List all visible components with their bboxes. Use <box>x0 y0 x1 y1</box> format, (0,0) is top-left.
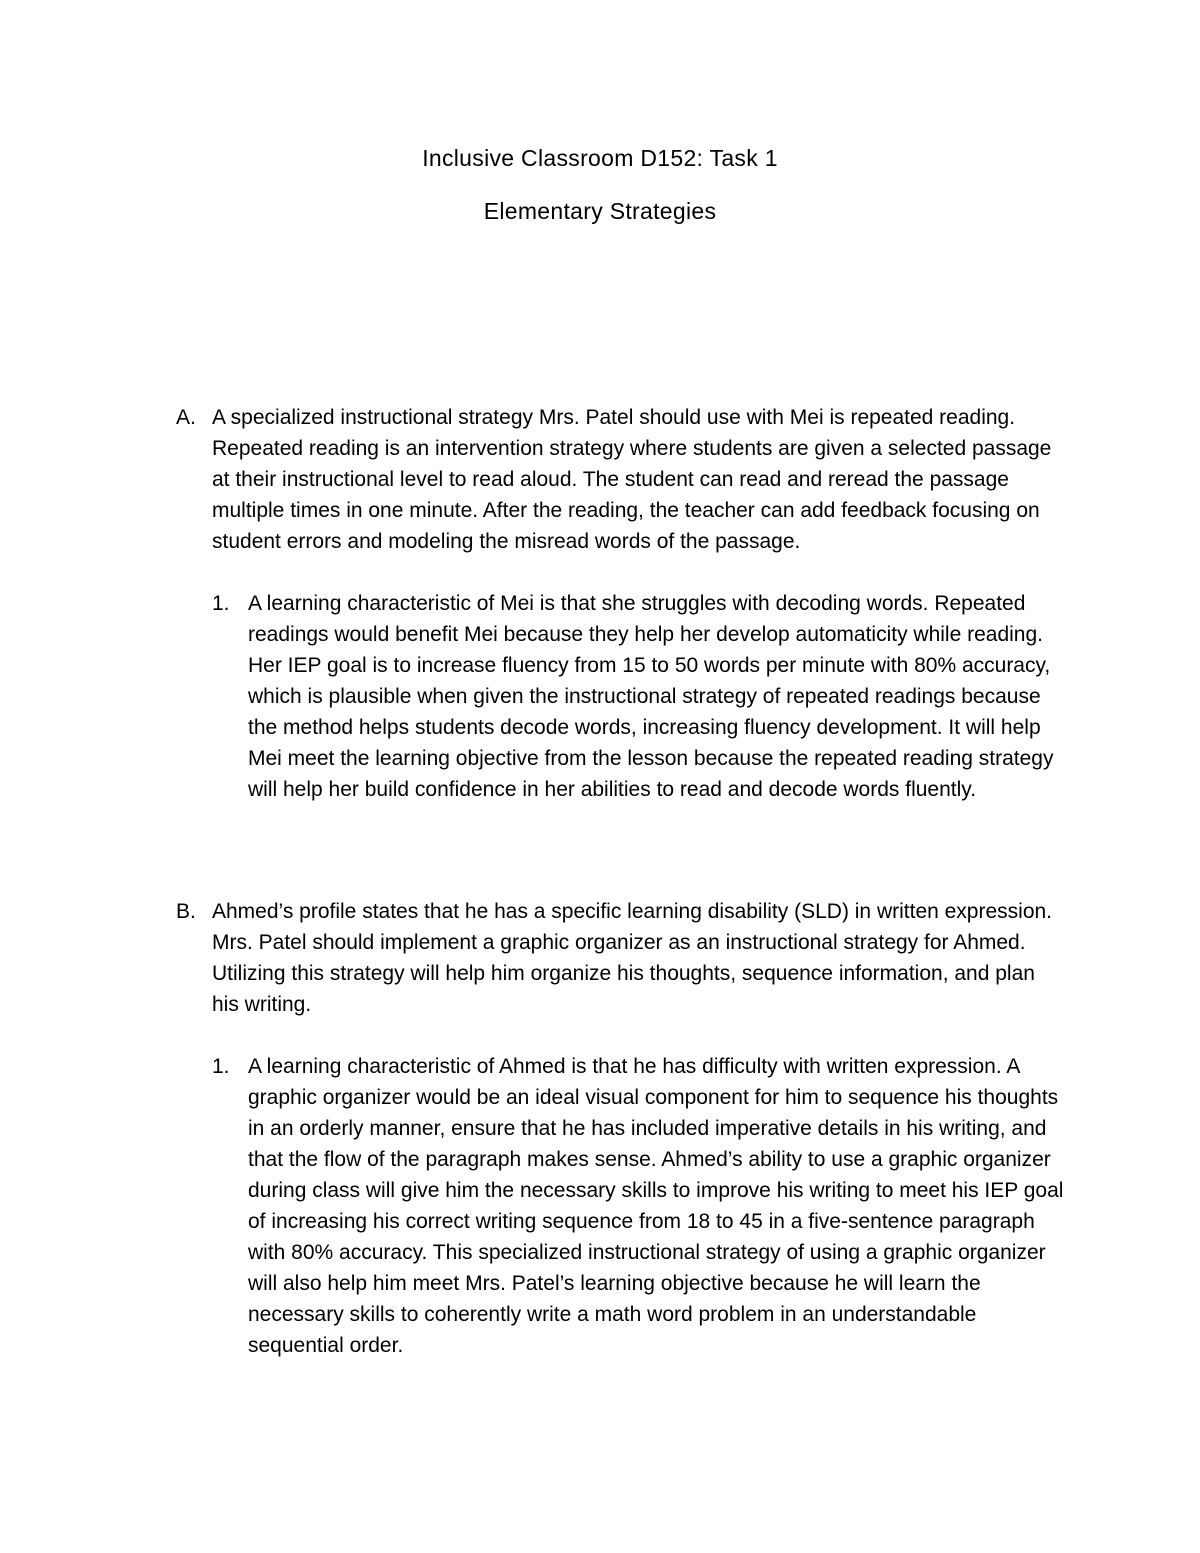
document-title: Inclusive Classroom D152: Task 1 <box>422 145 778 171</box>
section-a-item-1-paragraph: A learning characteristic of Mei is that she struggles with decoding words. Repeated readings would benefit Mei because they help her develop automaticity while reading. Her IEP goal is to increase fluency from 15 to 50 words per minute with 80% accuracy, which is plausible when given the instructional strategy of repeated readings because the method helps students decode words, increasing fluency development. It will help Mei meet the learning objective from the lesson because the repeated reading strategy will help her build confidence in her abilities to read and decode words fluently. <box>248 592 1054 801</box>
section-b-item-1-marker: 1. <box>212 1055 230 1078</box>
section-b-item-1-paragraph: A learning characteristic of Ahmed is that he has difficulty with written expression. A graphic organizer would be an ideal visual component for him to sequence his thoughts in an orderly manner, ensure that he has included imperative details in his writing, and that the flow of the paragraph makes sense. Ahmed’s ability to use a graphic organizer during class will give him the necessary skills to improve his writing to meet his IEP goal of increasing his correct writing sequence from 18 to 45 in a five-sentence paragraph with 80% accuracy. This specialized instructional strategy of using a graphic organizer will also help him meet Mrs. Patel’s learning objective because he will learn the necessary skills to coherently write a math word problem in an understandable sequential order. <box>248 1055 1064 1357</box>
document-subtitle: Elementary Strategies <box>483 198 717 224</box>
section-b-marker: B. <box>176 900 196 923</box>
section-b-paragraph: Ahmed’s profile states that he has a specific learning disability (SLD) in written expression. Mrs. Patel should implement a graphic organizer as an instructional strategy for Ahmed. Utilizing this strategy will help him organize his thoughts, sequence information, and plan his writing. <box>212 900 1053 1016</box>
section-a-item-1-marker: 1. <box>212 592 230 615</box>
section-a-paragraph: A specialized instructional strategy Mrs. Patel should use with Mei is repeated reading. Repeated reading is an intervention strategy where students are given a selected passage at their instructional level to read aloud. The student can read and reread the passage multiple times in one minute. After the reading, the teacher can add feedback focusing on student errors and modeling the misread words of the passage. <box>212 406 1052 553</box>
section-a-marker: A. <box>176 406 196 429</box>
